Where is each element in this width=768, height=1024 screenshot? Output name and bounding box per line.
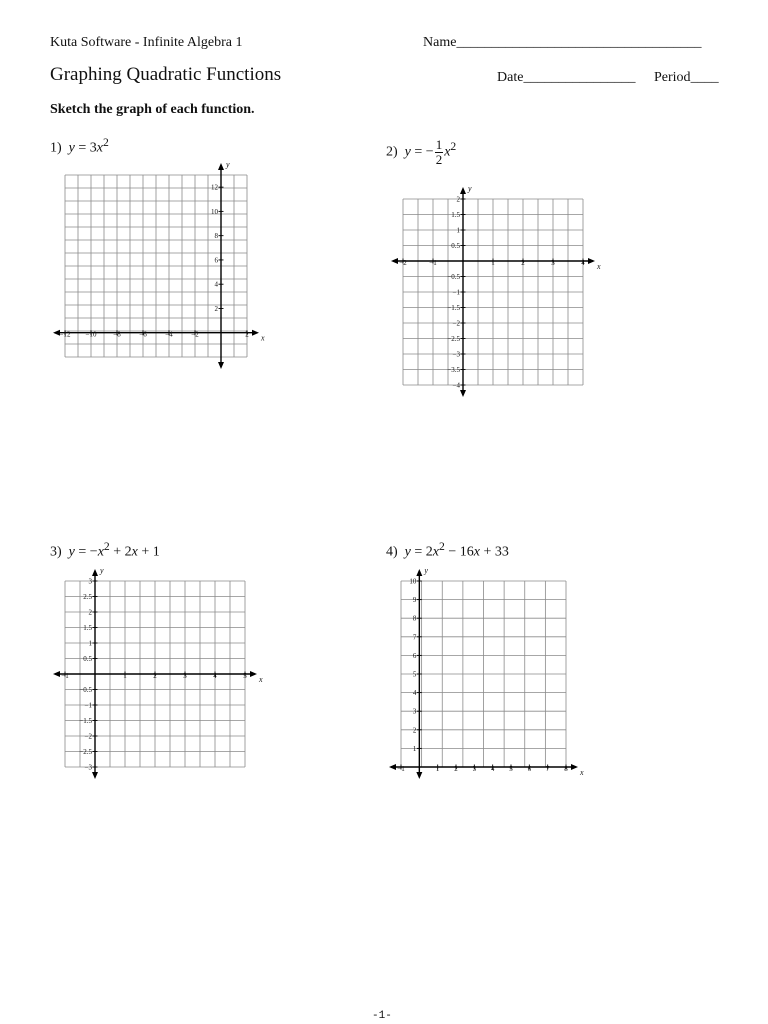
x-tick-label: 7 [545, 765, 550, 773]
y-tick-label: 3 [88, 577, 92, 586]
y-tick-label: 1 [456, 226, 460, 235]
equation-lhs: y [68, 544, 75, 560]
equation-part: + 33 [479, 544, 509, 560]
problem-number: 1) [50, 140, 62, 156]
x-tick-label: −2 [191, 330, 199, 339]
y-tick-label: 1.5 [451, 211, 460, 219]
x-tick-label: 4 [581, 259, 585, 267]
x-tick-label: 3 [183, 672, 187, 680]
y-axis-label: y [468, 184, 472, 193]
name-line: ___________________________________ [456, 35, 702, 50]
y-tick-label: −1 [452, 288, 460, 297]
x-tick-label: 3 [551, 259, 555, 267]
x-tick-label: −6 [139, 330, 147, 339]
x-tick-label: −1 [429, 259, 437, 267]
y-tick-label: −0.5 [79, 686, 92, 694]
y-axis-label: y [226, 160, 230, 169]
x-tick-label: −1 [61, 672, 69, 680]
period-label: Period [654, 70, 691, 85]
equation-exponent: 2 [439, 540, 445, 553]
y-tick-label: 2 [456, 195, 460, 204]
equation-var: x [473, 544, 480, 560]
x-tick-label: 2 [153, 672, 157, 680]
equation-part: = 3 [74, 140, 97, 156]
x-tick-label: 2 [521, 259, 525, 267]
equation-lhs: y [404, 144, 411, 160]
y-tick-label: −1.5 [447, 304, 460, 312]
equation-var: x [432, 544, 440, 560]
y-tick-label: 1 [412, 744, 417, 753]
x-tick-label: 6 [527, 765, 532, 773]
equation-part: = − [74, 544, 98, 560]
y-tick-label: 5 [412, 670, 417, 679]
y-axis-arrow-down [416, 772, 422, 779]
equation-var: x [131, 544, 138, 560]
y-tick-label: 1 [88, 639, 92, 648]
y-tick-label: −0.5 [447, 273, 460, 281]
x-tick-label: 1 [491, 259, 495, 267]
software-name: Kuta Software - Infinite Algebra 1 [50, 35, 243, 50]
y-tick-label: 6 [214, 256, 218, 265]
x-tick-label: 4 [490, 765, 495, 773]
y-tick-label: 2.5 [83, 593, 92, 601]
y-tick-label: 9 [412, 596, 417, 605]
y-tick-label: −2.5 [79, 748, 92, 756]
y-tick-label: 2 [88, 608, 92, 617]
x-tick-label: 4 [213, 672, 217, 680]
date-line: ________________ [523, 70, 636, 85]
y-axis-label: y [100, 566, 104, 575]
x-tick-label: −4 [165, 330, 173, 339]
x-tick-label: −1 [397, 765, 405, 773]
x-tick-label: 2 [454, 765, 458, 773]
y-tick-label: −2 [84, 732, 92, 741]
y-tick-label: 2 [214, 304, 218, 313]
equation-exponent: 2 [450, 140, 457, 154]
y-tick-label: 6 [412, 651, 417, 660]
worksheet-title: Graphing Quadratic Functions [50, 64, 282, 85]
y-tick-label: 4 [214, 280, 218, 289]
x-tick-label: 8 [564, 765, 568, 773]
x-tick-label: 5 [243, 672, 247, 680]
period-line: ____ [690, 70, 719, 85]
y-tick-label: 1.5 [83, 624, 92, 632]
problem-number: 4) [386, 544, 398, 560]
x-tick-label: 5 [509, 765, 513, 773]
y-tick-label: −3 [84, 763, 92, 772]
equation-exponent: 2 [103, 136, 109, 149]
fraction-numerator: 1 [435, 137, 443, 152]
equation-lhs: y [68, 140, 75, 156]
x-axis-label: x [580, 768, 584, 777]
x-tick-label: 2 [245, 330, 249, 339]
y-tick-label: 10 [409, 577, 417, 586]
y-tick-label: −1 [84, 701, 92, 710]
equation-part: = 2 [410, 544, 433, 560]
y-tick-label: 0.5 [451, 242, 460, 250]
y-tick-label: 8 [214, 232, 218, 241]
equation-var: x [444, 144, 451, 160]
x-axis-arrow-left [389, 764, 396, 770]
y-tick-label: 7 [412, 633, 417, 642]
name-label: Name [423, 35, 457, 50]
y-tick-label: 8 [412, 614, 417, 623]
x-axis-label: x [261, 333, 265, 343]
equation-exponent: 2 [103, 540, 110, 553]
equation-part: + 1 [137, 544, 160, 560]
y-tick-label: −2.5 [447, 335, 460, 343]
date-label: Date [497, 70, 524, 85]
x-tick-label: 3 [472, 765, 477, 773]
y-tick-label: 2 [412, 726, 417, 735]
equation-var: x [97, 544, 104, 560]
y-tick-label: 4 [412, 689, 417, 698]
equation-var: x [96, 140, 104, 156]
x-tick-label: −12 [59, 330, 71, 339]
y-tick-label: −3.5 [447, 366, 460, 374]
page-number: -1- [372, 1010, 392, 1022]
y-tick-label: −3 [452, 350, 460, 359]
y-tick-label: 0.5 [83, 655, 92, 663]
x-tick-label: −8 [113, 330, 121, 339]
x-axis-label: x [259, 675, 263, 684]
y-tick-label: −4 [452, 381, 460, 390]
x-tick-label: −2 [399, 259, 407, 267]
instructions: Sketch the graph of each function. [50, 102, 255, 117]
y-tick-label: 10 [211, 207, 218, 216]
x-tick-label: 1 [123, 672, 127, 680]
y-tick-label: 3 [412, 707, 417, 716]
x-axis-arrow-right [571, 764, 578, 770]
y-axis-label: y [424, 566, 428, 575]
equation-lhs: y [404, 544, 411, 560]
y-axis-arrow-up [416, 569, 422, 576]
y-tick-label: −1.5 [79, 717, 92, 725]
problem-number: 3) [50, 544, 62, 560]
equation-part: + 2 [109, 544, 132, 560]
x-tick-label: −10 [85, 330, 97, 339]
equation-part: = − [410, 144, 434, 160]
equation-part: − 16 [444, 544, 474, 560]
x-tick-label: 1 [435, 765, 440, 773]
problem-number: 2) [386, 144, 398, 160]
fraction-denominator: 2 [435, 152, 443, 167]
x-axis-label: x [597, 262, 601, 271]
y-tick-label: −2 [452, 319, 460, 328]
y-tick-label: 12 [211, 183, 218, 192]
